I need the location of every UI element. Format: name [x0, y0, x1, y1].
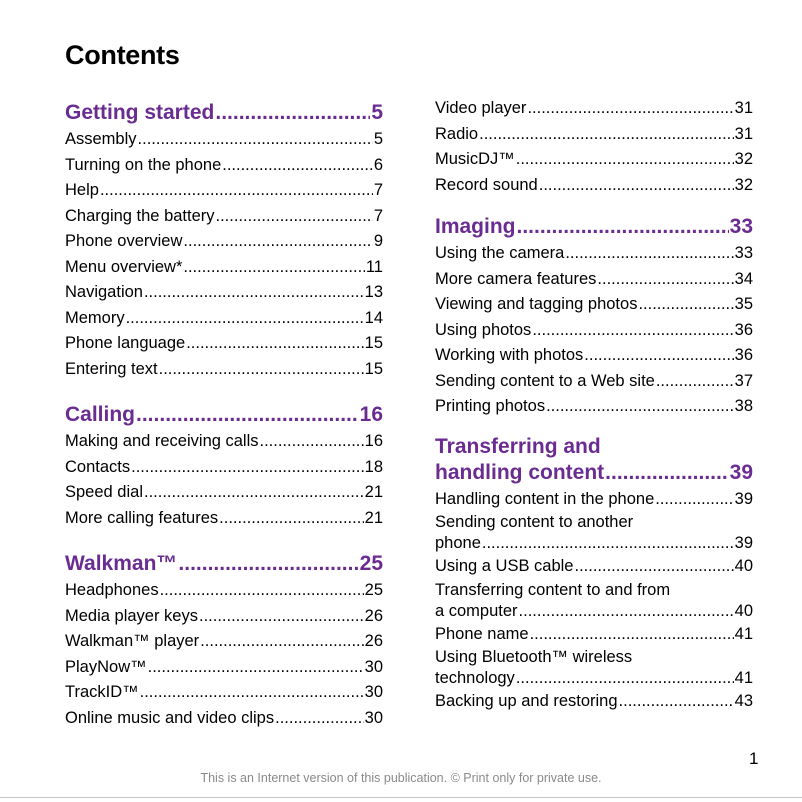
leader-dots — [575, 554, 734, 580]
toc-entry[interactable] — [435, 241, 753, 267]
toc-entry[interactable] — [435, 292, 753, 318]
entry-text: Entering text — [65, 359, 158, 378]
toc-entry[interactable] — [435, 318, 753, 344]
section-heading-text: Calling — [65, 403, 136, 426]
entry-text-line2-row — [435, 532, 753, 554]
page-title: Contents — [65, 40, 180, 70]
toc-entry[interactable] — [435, 343, 753, 369]
entry-text: Printing photos — [435, 397, 546, 415]
entry-text: Using Bluetooth™ wireless — [435, 648, 633, 666]
entry-page-number: 32 — [734, 150, 753, 168]
entry-text-line2-row — [435, 667, 753, 689]
entry-page-number: 30 — [364, 657, 383, 676]
leader-dots — [215, 100, 370, 126]
entry-page-number: 41 — [734, 624, 753, 643]
toc-entry[interactable] — [65, 480, 383, 506]
toc-entry[interactable] — [435, 622, 753, 648]
entry-text: Backing up and restoring — [435, 692, 618, 710]
leader-dots — [530, 622, 734, 648]
entry-page-number: 43 — [734, 692, 753, 710]
section-heading-text: Imaging — [435, 215, 516, 238]
entry-page-number: 21 — [364, 483, 383, 501]
entry-page-number: 33 — [734, 244, 753, 262]
entry-text: More camera features — [435, 269, 597, 288]
bottom-divider — [0, 797, 802, 798]
leader-dots — [516, 147, 734, 173]
section-heading-line2 — [435, 460, 753, 486]
toc-section-transferring — [435, 434, 753, 715]
entry-text: Assembly — [65, 130, 137, 148]
toc-section-getting-started — [65, 96, 383, 382]
entry-text: More calling features — [65, 508, 219, 527]
toc-section-heading[interactable] — [65, 96, 383, 126]
toc-entry[interactable] — [65, 655, 383, 681]
entry-text: Using a USB cable — [435, 557, 574, 575]
page-number: 1 — [749, 749, 759, 768]
toc-entry[interactable] — [435, 147, 753, 173]
toc-entry[interactable] — [435, 267, 753, 293]
entry-text: Video player — [435, 99, 527, 117]
entry-text: Navigation — [65, 283, 143, 301]
entry-page-number: 15 — [364, 334, 383, 352]
leader-dots — [539, 173, 734, 199]
toc-entry[interactable] — [65, 153, 383, 179]
toc-entry[interactable] — [435, 173, 753, 199]
leader-dots — [584, 343, 733, 369]
section-page-number: 39 — [729, 460, 753, 484]
entry-text: Help — [65, 181, 99, 199]
entry-page-number: 41 — [734, 669, 753, 687]
entry-page-number: 30 — [364, 683, 383, 701]
leader-dots — [565, 241, 733, 267]
entry-text: Charging the battery — [65, 206, 215, 225]
toc-entry[interactable] — [65, 331, 383, 357]
leader-dots — [140, 680, 364, 706]
leader-dots — [148, 655, 364, 681]
section-heading-text-line2: handling content — [435, 460, 605, 484]
entry-page-number: 36 — [734, 346, 753, 364]
leader-dots — [546, 394, 734, 420]
entry-text: Using photos — [435, 320, 532, 339]
toc-entry[interactable] — [435, 122, 753, 148]
entry-page-number: 39 — [734, 534, 753, 552]
leader-dots — [144, 480, 364, 506]
leader-dots — [532, 318, 733, 344]
leader-dots — [260, 429, 364, 455]
entry-text-line2: phone — [435, 534, 481, 552]
entry-text-line2: technology — [435, 669, 515, 687]
leader-dots — [219, 506, 363, 532]
leader-dots — [126, 306, 364, 332]
leader-dots — [138, 127, 373, 153]
toc-entry[interactable] — [65, 280, 383, 306]
toc-entry[interactable] — [435, 647, 753, 689]
toc-entry[interactable] — [65, 204, 383, 230]
toc-entry[interactable] — [65, 429, 383, 455]
leader-dots — [527, 96, 733, 122]
toc-entry[interactable] — [435, 689, 753, 715]
toc-entry[interactable] — [65, 455, 383, 481]
toc-entry[interactable] — [435, 369, 753, 395]
toc-section-imaging — [435, 210, 753, 420]
entry-page-number: 7 — [373, 206, 383, 225]
leader-dots — [482, 532, 734, 554]
leader-dots — [199, 604, 364, 630]
section-page-number: 25 — [359, 552, 383, 575]
leader-dots — [479, 122, 734, 148]
section-page-number: 16 — [359, 403, 383, 426]
entry-text: PlayNow™ — [65, 657, 147, 676]
toc-entry[interactable] — [435, 394, 753, 420]
entry-text: Record sound — [435, 175, 538, 194]
leader-dots — [216, 204, 373, 230]
toc-entry[interactable] — [65, 680, 383, 706]
entry-page-number: 5 — [373, 130, 383, 148]
leader-dots — [186, 331, 363, 357]
entry-page-number: 26 — [364, 606, 383, 625]
leader-dots — [655, 487, 733, 513]
toc-entry[interactable] — [65, 127, 383, 153]
entry-text-line2-row — [435, 600, 753, 622]
entry-page-number: 13 — [364, 283, 383, 301]
entry-text: Working with photos — [435, 346, 584, 364]
entry-page-number: 9 — [373, 232, 383, 250]
section-page-number: 5 — [371, 101, 383, 124]
toc-section-calling — [65, 398, 383, 531]
entry-page-number: 31 — [734, 99, 753, 117]
entry-page-number: 38 — [734, 397, 753, 415]
toc-entry[interactable] — [65, 604, 383, 630]
leader-dots — [144, 280, 364, 306]
entry-text: Viewing and tagging photos — [435, 295, 638, 313]
entry-page-number: 30 — [364, 708, 383, 727]
toc-entry[interactable] — [65, 506, 383, 532]
toc-entry[interactable] — [65, 629, 383, 655]
entry-page-number: 32 — [734, 175, 753, 194]
entry-text: Transferring content to and from — [435, 580, 671, 599]
entry-text: Making and receiving calls — [65, 432, 259, 450]
section-page-number: 33 — [729, 215, 753, 238]
toc-entry[interactable] — [65, 357, 383, 383]
leader-dots — [222, 153, 373, 179]
entry-text: Using the camera — [435, 244, 565, 262]
leader-dots — [516, 667, 734, 689]
entry-page-number: 36 — [734, 320, 753, 339]
entry-text-line2: a computer — [435, 601, 518, 620]
toc-section-walkman-continued — [435, 96, 753, 198]
entry-text: Phone overview — [65, 232, 183, 250]
leader-dots — [100, 178, 373, 204]
entry-page-number: 40 — [734, 557, 753, 575]
leader-dots — [200, 629, 363, 655]
toc-section-heading[interactable] — [435, 210, 753, 240]
entry-page-number: 11 — [365, 257, 383, 276]
entry-page-number: 31 — [734, 124, 753, 143]
entry-page-number: 39 — [734, 489, 753, 508]
leader-dots — [136, 402, 359, 428]
entry-text: TrackID™ — [65, 683, 139, 701]
toc-entry[interactable] — [65, 255, 383, 281]
leader-dots — [605, 460, 728, 486]
entry-text: Phone language — [65, 334, 186, 352]
toc-entry[interactable] — [435, 512, 753, 554]
toc-right-column — [435, 96, 753, 715]
leader-dots — [183, 255, 364, 281]
toc-section-heading[interactable] — [65, 547, 383, 577]
entry-text: Sending content to another — [435, 513, 634, 531]
toc-section-heading[interactable] — [65, 398, 383, 428]
leader-dots — [160, 578, 364, 604]
entry-text: Handling content in the phone — [435, 489, 655, 508]
section-heading-text: Transferring and — [435, 434, 601, 458]
leader-dots — [159, 357, 364, 383]
entry-page-number: 7 — [373, 181, 383, 199]
entry-text: Headphones — [65, 581, 159, 599]
leader-dots — [178, 551, 358, 577]
leader-dots — [517, 214, 729, 240]
entry-text: Turning on the phone — [65, 155, 222, 174]
entry-text: Memory — [65, 308, 125, 327]
leader-dots — [275, 706, 364, 732]
toc-entry[interactable] — [435, 580, 753, 622]
entry-text: Speed dial — [65, 483, 143, 501]
entry-page-number: 25 — [364, 581, 383, 599]
toc-entry[interactable] — [435, 554, 753, 580]
toc-section-walkman — [65, 547, 383, 731]
leader-dots — [619, 689, 734, 715]
entry-text: Walkman™ player — [65, 632, 200, 650]
entry-text: Menu overview* — [65, 257, 183, 276]
entry-text: Contacts — [65, 457, 131, 476]
entry-page-number: 34 — [734, 269, 753, 288]
section-heading-text: Getting started — [65, 101, 215, 124]
entry-text: Phone name — [435, 624, 529, 643]
entry-page-number: 26 — [364, 632, 383, 650]
leader-dots — [131, 455, 364, 481]
entry-text: MusicDJ™ — [435, 150, 515, 168]
entry-page-number: 6 — [373, 155, 383, 174]
toc-entry[interactable] — [435, 96, 753, 122]
toc-left-column — [65, 96, 383, 731]
footer-notice: This is an Internet version of this publication. © Print only for private use. — [200, 771, 602, 785]
leader-dots — [183, 229, 372, 255]
section-heading-text: Walkman™ — [65, 552, 178, 575]
entry-text: Radio — [435, 124, 479, 143]
toc-entry[interactable] — [65, 706, 383, 732]
entry-text: Online music and video clips — [65, 708, 275, 727]
toc-entry[interactable] — [435, 487, 753, 513]
toc-entry[interactable] — [65, 178, 383, 204]
entry-page-number: 14 — [364, 308, 383, 327]
entry-page-number: 21 — [364, 508, 383, 527]
entry-page-number: 15 — [364, 359, 383, 378]
toc-entry[interactable] — [65, 306, 383, 332]
toc-section-heading[interactable] — [435, 434, 753, 486]
leader-dots — [597, 267, 733, 293]
entry-page-number: 16 — [364, 432, 383, 450]
entry-page-number: 37 — [734, 371, 753, 390]
entry-page-number: 18 — [364, 457, 383, 476]
entry-page-number: 40 — [734, 601, 753, 620]
entry-text: Media player keys — [65, 606, 198, 625]
leader-dots — [638, 292, 733, 318]
entry-text: Sending content to a Web site — [435, 371, 655, 390]
toc-entry[interactable] — [65, 229, 383, 255]
toc-entry[interactable] — [65, 578, 383, 604]
entry-page-number: 35 — [734, 295, 753, 313]
leader-dots — [519, 600, 734, 622]
leader-dots — [656, 369, 734, 395]
